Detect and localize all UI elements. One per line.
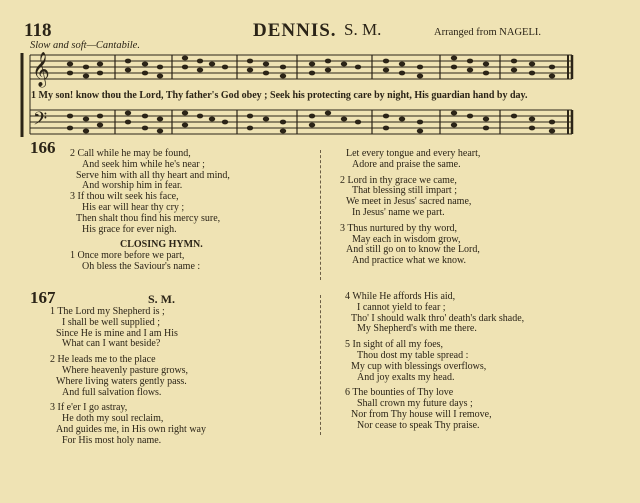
hymn-167-meter: S. M. [148, 292, 175, 306]
verse-line: 5 In sight of all my foes, [345, 339, 444, 351]
verse-line: Shall crown my future days ; [357, 398, 473, 410]
hymn-167-left-column [50, 307, 310, 447]
bass-staff [30, 110, 572, 134]
verse-line: What can I want beside? [62, 338, 161, 350]
verse-line: 2 He leads me to the place [50, 354, 156, 366]
hymn-166-right-column [340, 149, 580, 267]
closing-hymn-title: CLOSING HYMN. [120, 239, 203, 251]
verse-line: Then shalt thou find his mercy sure, [76, 212, 221, 224]
column-divider [320, 295, 321, 435]
verse-line: May each in wisdom grow, [352, 233, 461, 245]
verse-line: And joy exalts my head. [357, 371, 455, 383]
verse-line: We meet in Jesus' sacred name, [346, 196, 472, 208]
verse-line: For His most holy name. [62, 434, 162, 446]
first-verse-lyric: 1 My son! know thou the Lord, Thy father's God obey ; Seek his protecting care by night, His guardian hand by day. [31, 90, 528, 101]
verse-line: Since He is mine and I am His [56, 327, 178, 339]
verse-line: Adore and praise the same. [352, 158, 461, 170]
page-number: 118 [24, 20, 52, 41]
hymn-167-right-column [345, 292, 590, 432]
verse-line: Thou dost my table spread : [357, 349, 469, 361]
hymn-166-left-column [70, 149, 300, 273]
verse-line: And full salvation flows. [62, 386, 162, 398]
verse-line: Serve him with all thy heart and mind, [76, 169, 230, 181]
verse-line: 2 Lord in thy grace we came, [340, 174, 457, 186]
verse-line: And seek him while he's near ; [82, 158, 205, 170]
verse-line: His grace for ever nigh. [82, 223, 177, 235]
tune-name: DENNIS. [253, 20, 337, 41]
verse-line: Nor cease to speak Thy praise. [357, 419, 480, 431]
verse-line: My Shepherd's with me there. [357, 323, 477, 335]
verse-line: 3 If e'er I go astray, [50, 402, 128, 414]
verse-line: And worship him in fear. [82, 180, 183, 192]
verse-line: And guides me, in His own right way [56, 423, 206, 435]
column-divider [320, 150, 321, 280]
verse-line: And practice what we know. [352, 255, 467, 267]
verse-line: In Jesus' name we part. [352, 206, 445, 218]
verse-line: His ear will hear thy cry ; [82, 201, 185, 213]
verse-line: Oh bless the Saviour's name : [82, 260, 201, 272]
verse-line: My cup with blessings overflows, [351, 360, 487, 372]
treble-clef-icon: 𝄞 [32, 52, 50, 87]
hymn-number-167: 167 [30, 288, 56, 307]
verse-line: Nor from Thy house will I remove, [351, 408, 492, 420]
verse-line: He doth my soul reclaim, [62, 413, 164, 425]
verse-line: Tho' I should walk thro' death's dark shade, [351, 312, 525, 324]
tempo-marking: Slow and soft—Cantabile. [30, 40, 140, 51]
tune-meter: S. M. [344, 20, 382, 39]
verse-line: 2 Call while he may be found, [70, 148, 191, 159]
arranger-credit: Arranged from NAGELI. [434, 27, 542, 38]
verse-line: I shall be well supplied ; [62, 316, 161, 328]
bass-clef-icon: 𝄢 [33, 109, 48, 134]
treble-staff [30, 55, 572, 79]
verse-line: 6 The bounties of Thy love [345, 387, 454, 399]
verse-line: 3 Thus nurtured by thy word, [340, 222, 458, 234]
verse-line: Where living waters gently pass. [56, 375, 187, 387]
verse-line: I cannot yield to fear ; [357, 301, 446, 313]
verse-line: And still go on to know the Lord, [346, 244, 480, 256]
verse-line: 3 If thou wilt seek his face, [70, 191, 179, 203]
verse-line: Let every tongue and every heart, [346, 148, 481, 159]
verse-line: 1 The Lord my Shepherd is ; [50, 306, 165, 317]
verse-line: Where heavenly pasture grows, [62, 364, 189, 376]
verse-line: That blessing still impart ; [352, 185, 457, 197]
hymn-number-166: 166 [30, 138, 56, 157]
verse-line: 1 Once more before we part, [70, 250, 185, 262]
verse-line: 4 While He affords His aid, [345, 291, 456, 302]
